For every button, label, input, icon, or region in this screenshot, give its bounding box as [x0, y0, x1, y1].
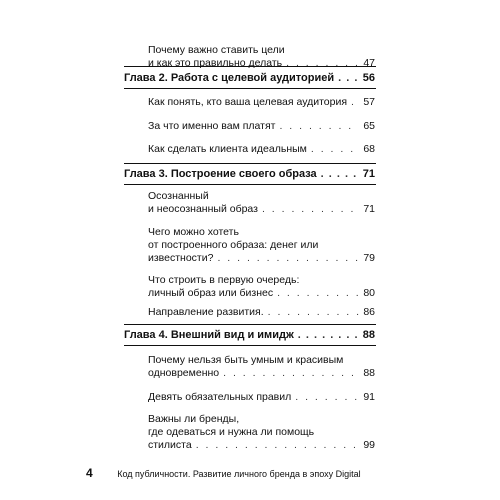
- toc-entry-line: известности?: [148, 252, 214, 264]
- toc-entry-line: одновременно: [148, 367, 220, 379]
- toc-entry-line: Направление развития.: [148, 306, 264, 318]
- toc-chapter-entry: [124, 167, 375, 181]
- toc-entry-line: Осознанный: [148, 190, 209, 202]
- page-footer: [86, 466, 361, 480]
- chapter-divider-bottom: [124, 88, 376, 89]
- toc-section-entry: [148, 413, 375, 452]
- toc-section-entry: [148, 190, 375, 216]
- toc-entry-line: Девять обязательных правил: [148, 391, 292, 403]
- toc-page-number: 88: [362, 329, 375, 341]
- toc-section-entry: [148, 226, 375, 265]
- toc-entry-line: Как сделать клиента идеальным: [148, 143, 307, 155]
- toc-section-entry: [148, 306, 375, 319]
- toc-section-entry: [148, 354, 375, 380]
- toc-entry-line: За что именно вам платят: [148, 120, 276, 132]
- chapter-divider-top: [124, 324, 376, 325]
- toc-page-number: 65: [363, 120, 375, 132]
- toc-chapter-entry: [124, 71, 375, 85]
- leader-dots: [338, 71, 359, 85]
- toc-section-entry: [148, 143, 375, 156]
- toc-page-number: 79: [363, 252, 375, 264]
- chapter-title: Глава 3. Построение своего образа: [124, 168, 317, 180]
- toc-page-number: 56: [362, 72, 375, 84]
- leader-dots: [268, 306, 360, 319]
- leader-dots: [223, 367, 359, 380]
- chapter-title: Глава 2. Работа с целевой аудиторией: [124, 72, 335, 84]
- leader-dots: [298, 328, 359, 342]
- toc-page-number: 71: [362, 168, 375, 180]
- chapter-divider-top: [124, 66, 376, 67]
- chapter-divider-bottom: [124, 345, 376, 346]
- leader-dots: [321, 167, 359, 181]
- toc-entry-line: стилиста: [148, 439, 192, 451]
- toc-entry-line: Как понять, кто ваша целевая аудитория: [148, 96, 348, 108]
- leader-dots: [217, 252, 359, 265]
- toc-entry-line: Почему нельзя быть умным и красивым: [148, 354, 344, 366]
- toc-page-number: 68: [363, 143, 375, 155]
- running-title: Код публичности. Развитие личного бренда в эпоху Digital: [117, 469, 361, 479]
- toc-page-number: 91: [363, 391, 375, 403]
- toc-entry-line: от построенного образа: денег или: [148, 239, 319, 251]
- toc-entry-line: Что строить в первую очередь:: [148, 274, 300, 286]
- toc-section-entry: [148, 120, 375, 133]
- leader-dots: [286, 57, 359, 70]
- toc-entry-line: и неосознанный образ: [148, 203, 258, 215]
- toc-page-number: 88: [363, 367, 375, 379]
- toc-section-entry: [148, 391, 375, 404]
- toc-page-number: 57: [363, 96, 375, 108]
- chapter-divider-bottom: [124, 184, 376, 185]
- toc-chapter-entry: [124, 328, 375, 342]
- leader-dots: [196, 439, 360, 452]
- chapter-title: Глава 4. Внешний вид и имидж: [124, 329, 294, 341]
- toc-page-number: 86: [363, 306, 375, 318]
- page-number: 4: [86, 466, 93, 480]
- toc-page-number: 47: [363, 57, 375, 69]
- toc-entry-line: где одеваться и нужна ли помощь: [148, 426, 315, 438]
- toc-page-number: 99: [363, 439, 375, 451]
- toc-section-entry: [148, 96, 375, 109]
- leader-dots: [277, 287, 359, 300]
- leader-dots: [262, 203, 359, 216]
- toc-section-entry: [148, 274, 375, 300]
- chapter-divider-top: [124, 163, 376, 164]
- toc-entry-line: Важны ли бренды,: [148, 413, 240, 425]
- leader-dots: [351, 96, 359, 109]
- leader-dots: [311, 143, 359, 156]
- leader-dots: [279, 120, 359, 133]
- toc-page-number: 80: [363, 287, 375, 299]
- toc-entry-line: Почему важно ставить цели: [148, 44, 285, 56]
- toc-entry-line: Чего можно хотеть: [148, 226, 239, 238]
- leader-dots: [295, 391, 359, 404]
- toc-entry-line: и как это правильно делать: [148, 57, 283, 69]
- toc-entry-line: личный образ или бизнес: [148, 287, 274, 299]
- toc-page-number: 71: [363, 203, 375, 215]
